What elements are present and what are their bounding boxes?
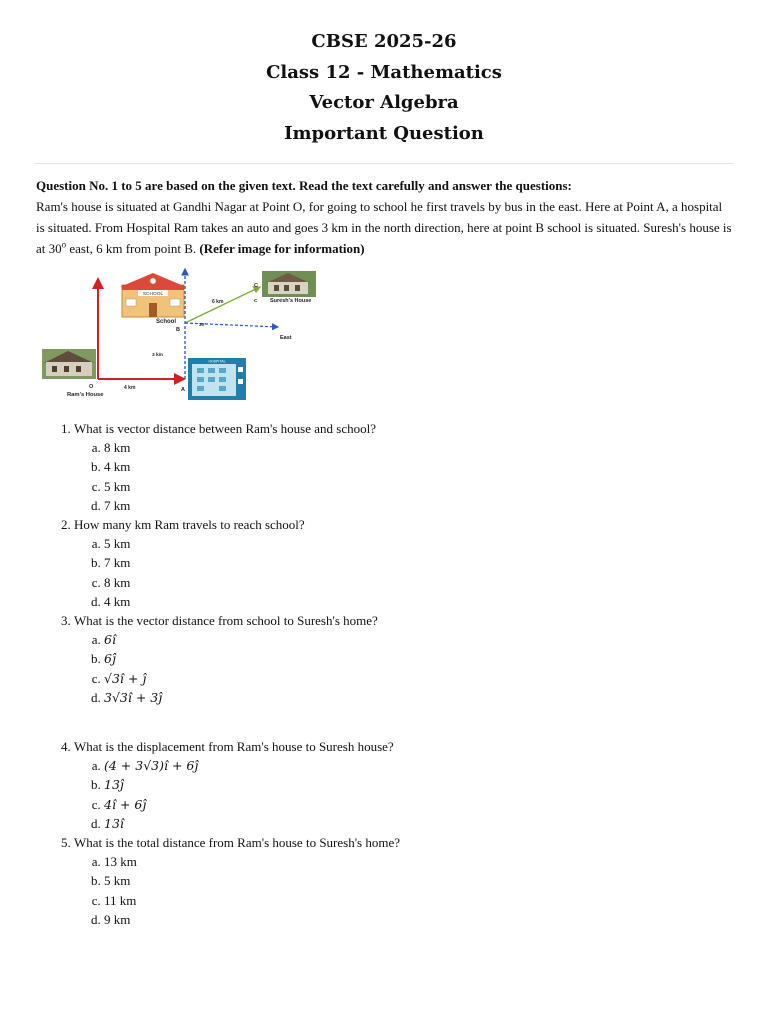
intro-text-a: Ram's house is situated at Gandhi Nagar at Point O, for going to school he first travels by bus in the east. Here at Point A, a hospital is situated. From Hospital Ram takes an auto and goes 3 km in the north direction, here at point B school is situated. Suresh's house is at 30 <box>36 199 732 256</box>
option-list <box>74 534 732 611</box>
option-list <box>74 630 732 707</box>
option-d-math: 3√3î + 3ĵ <box>104 689 163 705</box>
question-5 <box>74 833 732 929</box>
option-b: b. 5 km <box>104 871 732 890</box>
spacer <box>74 707 732 737</box>
option-d: d. 4 km <box>104 592 732 611</box>
ram-house-label: Ram's House <box>67 392 104 398</box>
point-c-secondary-label: C <box>254 299 258 304</box>
question-3 <box>74 611 732 737</box>
option-a <box>104 756 732 775</box>
option-b: b. 4 km <box>104 457 732 476</box>
bc-distance-label: 6 km <box>212 299 224 305</box>
hospital-sign: HOSPITAL <box>208 359 226 364</box>
document-body <box>0 176 768 929</box>
section-title: Important Question <box>284 122 484 144</box>
option-list <box>74 756 732 833</box>
option-b <box>104 649 732 668</box>
class-title: Class 12 - Mathematics <box>266 61 502 83</box>
option-d: d. 9 km <box>104 910 732 929</box>
option-a-math: (4 + 3√3)î + 6ĵ <box>104 758 199 774</box>
question-4 <box>74 737 732 833</box>
option-a-math: 6î <box>104 632 116 648</box>
school-label: School <box>156 319 177 325</box>
oa-distance-label: 4 km <box>124 385 136 391</box>
route-diagram-svg <box>38 267 338 407</box>
intro-refer-note: (Refer image for information) <box>199 241 365 256</box>
exam-title: CBSE 2025-26 <box>311 31 457 52</box>
option-d: d. 7 km <box>104 496 732 515</box>
option-c <box>104 795 732 814</box>
question-text: What is the vector distance from school to Suresh's home? <box>74 613 378 629</box>
intro-paragraph <box>36 196 732 259</box>
option-d-math: 13î <box>104 815 124 831</box>
question-text: What is the displacement from Ram's house to Suresh house? <box>74 739 394 755</box>
school-sign: SCHOOL <box>142 292 164 297</box>
question-text: What is vector distance between Ram's house and school? <box>74 421 376 436</box>
bc-vector <box>185 287 260 323</box>
question-text: What is the total distance from Ram's house to Suresh's home? <box>74 835 401 851</box>
option-b-math: 6ĵ <box>104 651 116 667</box>
point-a-label: A <box>181 387 185 393</box>
option-d <box>104 688 732 707</box>
route-diagram <box>38 267 338 407</box>
option-list <box>74 852 732 929</box>
question-1 <box>74 419 732 515</box>
question-2 <box>74 515 732 611</box>
angle-label: 30° <box>199 322 206 327</box>
ab-distance-label: 3 km <box>152 353 163 358</box>
degree-sup: o <box>61 239 67 250</box>
header-divider <box>34 163 734 164</box>
intro-text-b: east, 6 km from point B. <box>66 241 200 256</box>
option-list <box>74 438 732 515</box>
hospital-building <box>188 358 246 400</box>
option-a: a. 8 km <box>104 438 732 457</box>
suresh-house-label: Suresh's House <box>270 298 312 304</box>
option-c: c. 8 km <box>104 573 732 592</box>
page-header <box>0 0 768 149</box>
suresh-house-image <box>262 271 316 297</box>
option-c: c. 5 km <box>104 477 732 496</box>
ram-house-image <box>42 349 96 379</box>
option-a: a. 5 km <box>104 534 732 553</box>
point-b-label: B <box>176 327 180 333</box>
intro-heading: Question No. 1 to 5 are based on the given text. Read the text carefully and answer the questions: <box>36 178 572 193</box>
option-c-math: √3î + ĵ <box>104 670 147 686</box>
question-list <box>36 419 732 929</box>
point-o-label: O <box>89 384 94 390</box>
option-c <box>104 669 732 688</box>
east-label: East <box>280 335 292 341</box>
option-b-math: 13ĵ <box>104 777 124 793</box>
point-c-label: C <box>254 283 258 289</box>
question-text: How many km Ram travels to reach school? <box>74 517 305 533</box>
option-b: b. 7 km <box>104 553 732 572</box>
option-d <box>104 814 732 833</box>
option-c: c. 11 km <box>104 891 732 910</box>
option-c-math: 4î + 6ĵ <box>104 796 147 812</box>
chapter-title: Vector Algebra <box>309 92 459 113</box>
option-b <box>104 775 732 794</box>
option-a: a. 13 km <box>104 852 732 871</box>
option-a <box>104 630 732 649</box>
